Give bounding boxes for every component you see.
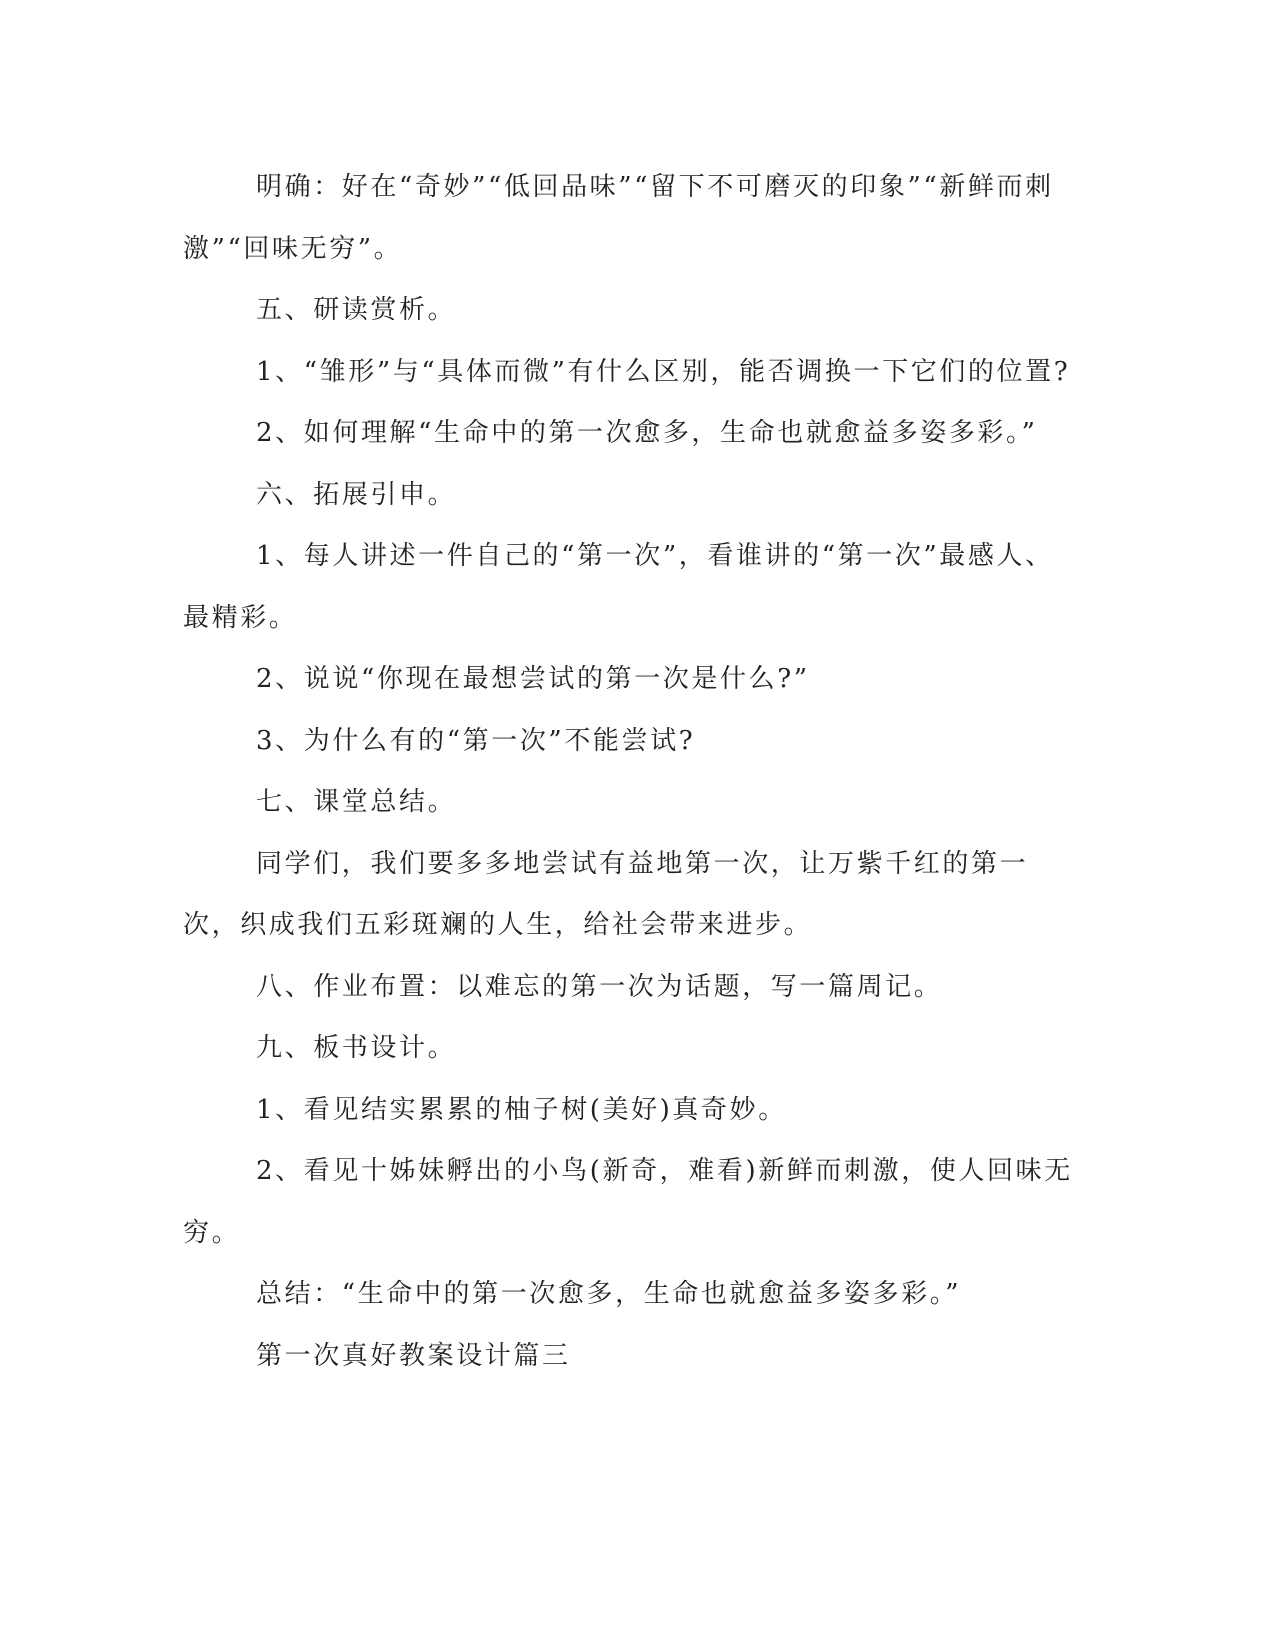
paragraph-extension-2: 2、说说“你现在最想尝试的第一次是什么?” [256,664,810,694]
paragraph-board-1: 1、看见结实累累的柚子树(美好)真奇妙。 [256,1094,787,1125]
section-heading-7: 七、课堂总结。 [256,787,457,817]
paragraph-summary: 同学们，我们要多多地尝试有益地第一次，让万紫千红的第一次，织成我们五彩斑斓的人生，给社会带来进步。 [183,848,1029,940]
paragraph-question-1: 1、“雏形”与“具体而微”有什么区别，能否调换一下它们的位置? [256,356,1071,387]
paragraph-extension-3: 3、为什么有的“第一次”不能尝试? [256,725,696,756]
section-heading-5: 五、研读赏析。 [256,295,457,325]
section-heading-9: 九、板书设计。 [256,1033,457,1063]
document-body [183,157,1078,1387]
paragraph-extension-1: 1、每人讲述一件自己的“第一次”，看谁讲的“第一次”最感人、最精彩。 [183,541,1054,633]
section-heading-6: 六、拓展引申。 [256,479,457,510]
paragraph-conclusion: 总结：“生命中的第一次愈多，生命也就愈益多姿多彩。” [256,1279,962,1309]
section-heading-8: 八、作业布置：以难忘的第一次为话题，写一篇周记。 [256,971,943,1002]
paragraph-question-2: 2、如何理解“生命中的第一次愈多，生命也就愈益多姿多彩。” [256,418,1038,448]
paragraph-answer: 明确：好在“奇妙”“低回品味”“留下不可磨灭的印象”“新鲜而刺激”“回味无穷”。 [183,172,1054,264]
paragraph-board-2: 2、看见十姊妹孵出的小鸟(新奇，难看)新鲜而刺激，使人回味无穷。 [183,1156,1073,1248]
next-section-title: 第一次真好教案设计篇三 [256,1340,571,1371]
